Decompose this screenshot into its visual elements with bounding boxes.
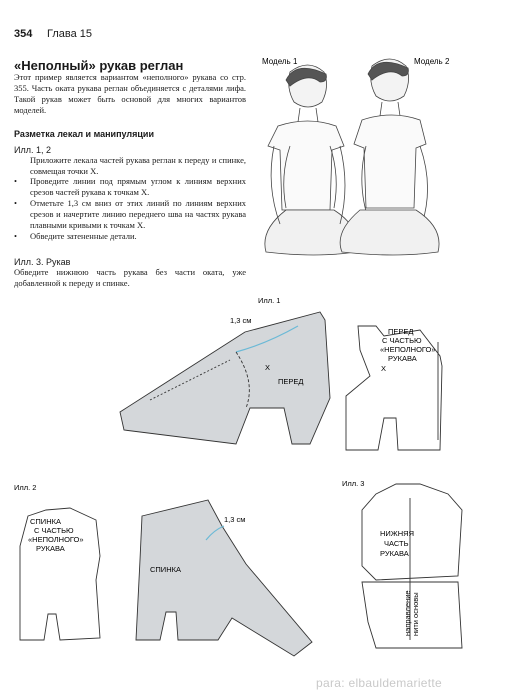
ill3-lower-line3: РУКАВА	[380, 549, 409, 558]
ill1-measure: 1,3 см	[230, 316, 252, 325]
ill1-front-label: ПЕРЕД	[278, 377, 304, 386]
subheading: Разметка лекал и манипуляции	[14, 129, 154, 139]
ill3-heading: Илл. 3. Рукав	[14, 257, 71, 267]
ill2-back-label: СПИНКА	[150, 565, 181, 574]
page-number: 354	[14, 28, 33, 40]
ill2-label: Илл. 2	[14, 483, 37, 492]
ill1-label: Илл. 1	[258, 296, 281, 305]
list-item: • Проведите линии под прямым углом к линиям верхних срезов частей рукава к точкам Х.	[14, 176, 246, 197]
ill3-lower-line1: НИЖНЯЯ	[380, 529, 414, 538]
ill3-label: Илл. 3	[342, 479, 365, 488]
chapter-title: Глава 15	[47, 28, 93, 40]
back-part-line3: «НЕПОЛНОГО»	[28, 535, 84, 544]
list-item: • Обведите затененные детали.	[14, 231, 137, 241]
fashion-sketch	[265, 59, 439, 255]
model2-label: Модель 2	[414, 57, 450, 66]
ill2-measure: 1,3 см	[224, 515, 246, 524]
section-title: «Неполный» рукав реглан	[14, 58, 184, 73]
front-part-line3: «НЕПОЛНОГО»	[380, 345, 436, 354]
model1-label: Модель 1	[262, 57, 298, 66]
watermark: para: elbauldemariette	[316, 676, 443, 690]
back-part-line4: РУКАВА	[36, 544, 65, 553]
ill1-point2: X	[381, 364, 387, 373]
ill1-point: X	[265, 363, 271, 372]
ill3-paragraph: Обведите нижнюю часть рукава без части оката, уже добавленной к переду и спинке.	[14, 267, 246, 288]
ill3-grain-line1: направление	[403, 590, 412, 636]
ill12-paragraph: Приложите лекала частей рукава реглан к переду и спинке, совмещая точки Х.	[30, 155, 246, 176]
front-part-line2: С ЧАСТЬЮ	[382, 336, 422, 345]
front-part-line4: РУКАВА	[388, 354, 417, 363]
ill3-grain-line2: нити основы	[411, 592, 420, 636]
intro-paragraph: Этот пример является вариантом «неполного» рукава со стр. 355. Часть оката рукава реглан объединяется с деталями лифа. Такой рукав может быть основой для многих вариантов моделей.	[14, 72, 246, 115]
ill3-lower-line2: ЧАСТЬ	[384, 539, 409, 548]
list-item: • Отметьте 1,3 см вниз от этих линий по линиям верхних срезов и начертите линию переднего шва на частях рукава плавными кривыми к точкам Х.	[14, 198, 246, 230]
back-part-line1: СПИНКА	[30, 517, 61, 526]
front-part-line1: ПЕРЕД	[388, 327, 414, 336]
back-part-line2: С ЧАСТЬЮ	[34, 526, 74, 535]
ill12-label: Илл. 1, 2	[14, 145, 51, 155]
